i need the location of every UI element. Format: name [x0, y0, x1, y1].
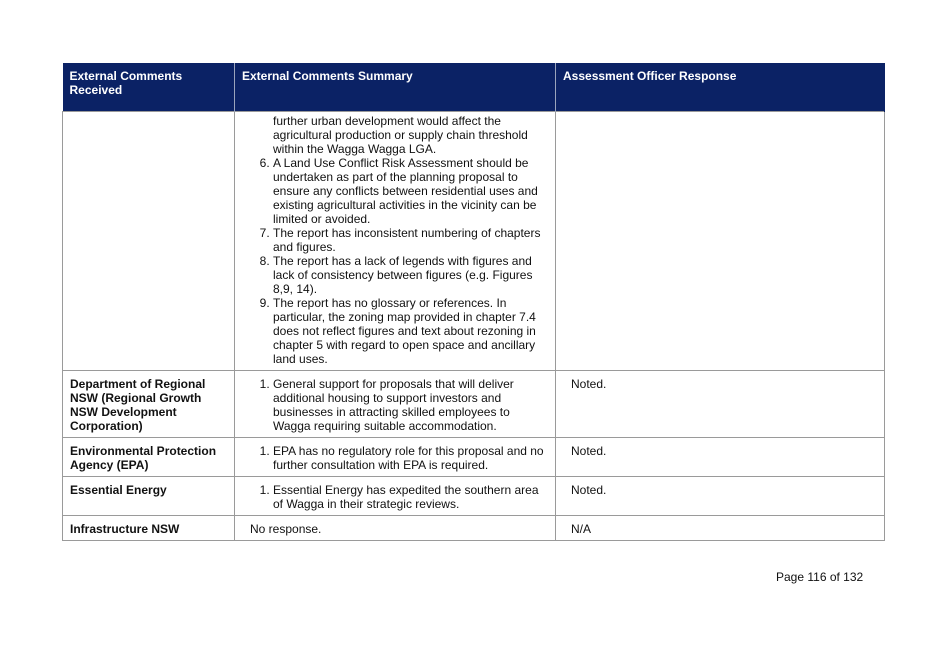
summary-list: [242, 377, 548, 433]
table-row: [63, 112, 885, 371]
list-item: 8. The report has a lack of legends with figures and lack of consistency between figures (e.g. Figures 8,9, 14).: [273, 254, 548, 296]
table-header-row: [63, 63, 885, 112]
summary-cell: [235, 371, 556, 438]
response-cell: Noted.: [556, 477, 885, 516]
list-item: 6. A Land Use Conflict Risk Assessment should be undertaken as part of the planning proposal to ensure any conflicts between residential uses and existing agricultural activities in the vicinity can be limited or avoided.: [273, 156, 548, 226]
summary-list: [242, 444, 548, 472]
org-cell: [63, 112, 235, 371]
response-cell: Noted.: [556, 371, 885, 438]
org-cell: Environmental Protection Agency (EPA): [63, 438, 235, 477]
response-cell: N/A: [556, 516, 885, 541]
summary-cell: No response.: [235, 516, 556, 541]
summary-cell: [235, 477, 556, 516]
list-item: 1. Essential Energy has expedited the southern area of Wagga in their strategic reviews.: [273, 483, 548, 511]
header-external-comments-received: External Comments Received: [63, 63, 235, 112]
org-cell: Infrastructure NSW: [63, 516, 235, 541]
list-item: 9. The report has no glossary or references. In particular, the zoning map provided in chapter 7.4 does not reflect figures and text about rezoning in chapter 5 with regard to open space and ancillary land uses.: [273, 296, 548, 366]
summary-list: [242, 483, 548, 511]
table-row: [63, 438, 885, 477]
summary-list: [242, 156, 548, 366]
page-number: Page 116 of 132: [776, 570, 864, 584]
continued-text: further urban development would affect the agricultural production or supply chain threshold within the Wagga Wagga LGA.: [273, 114, 528, 156]
table-row: [63, 516, 885, 541]
list-item: 7. The report has inconsistent numbering of chapters and figures.: [273, 226, 548, 254]
list-item: 1. General support for proposals that will deliver additional housing to support investors and businesses in attracting skilled employees to Wagga requiring suitable accommodation.: [273, 377, 548, 433]
header-assessment-officer-response: Assessment Officer Response: [556, 63, 885, 112]
external-comments-table: [62, 63, 885, 541]
table-row: [63, 477, 885, 516]
summary-cell: [235, 112, 556, 371]
response-cell: Noted.: [556, 438, 885, 477]
list-item: 1. EPA has no regulatory role for this proposal and no further consultation with EPA is required.: [273, 444, 548, 472]
org-cell: Department of Regional NSW (Regional Growth NSW Development Corporation): [63, 371, 235, 438]
response-cell: [556, 112, 885, 371]
summary-cell: [235, 438, 556, 477]
table-row: [63, 371, 885, 438]
org-cell: Essential Energy: [63, 477, 235, 516]
header-external-comments-summary: External Comments Summary: [235, 63, 556, 112]
